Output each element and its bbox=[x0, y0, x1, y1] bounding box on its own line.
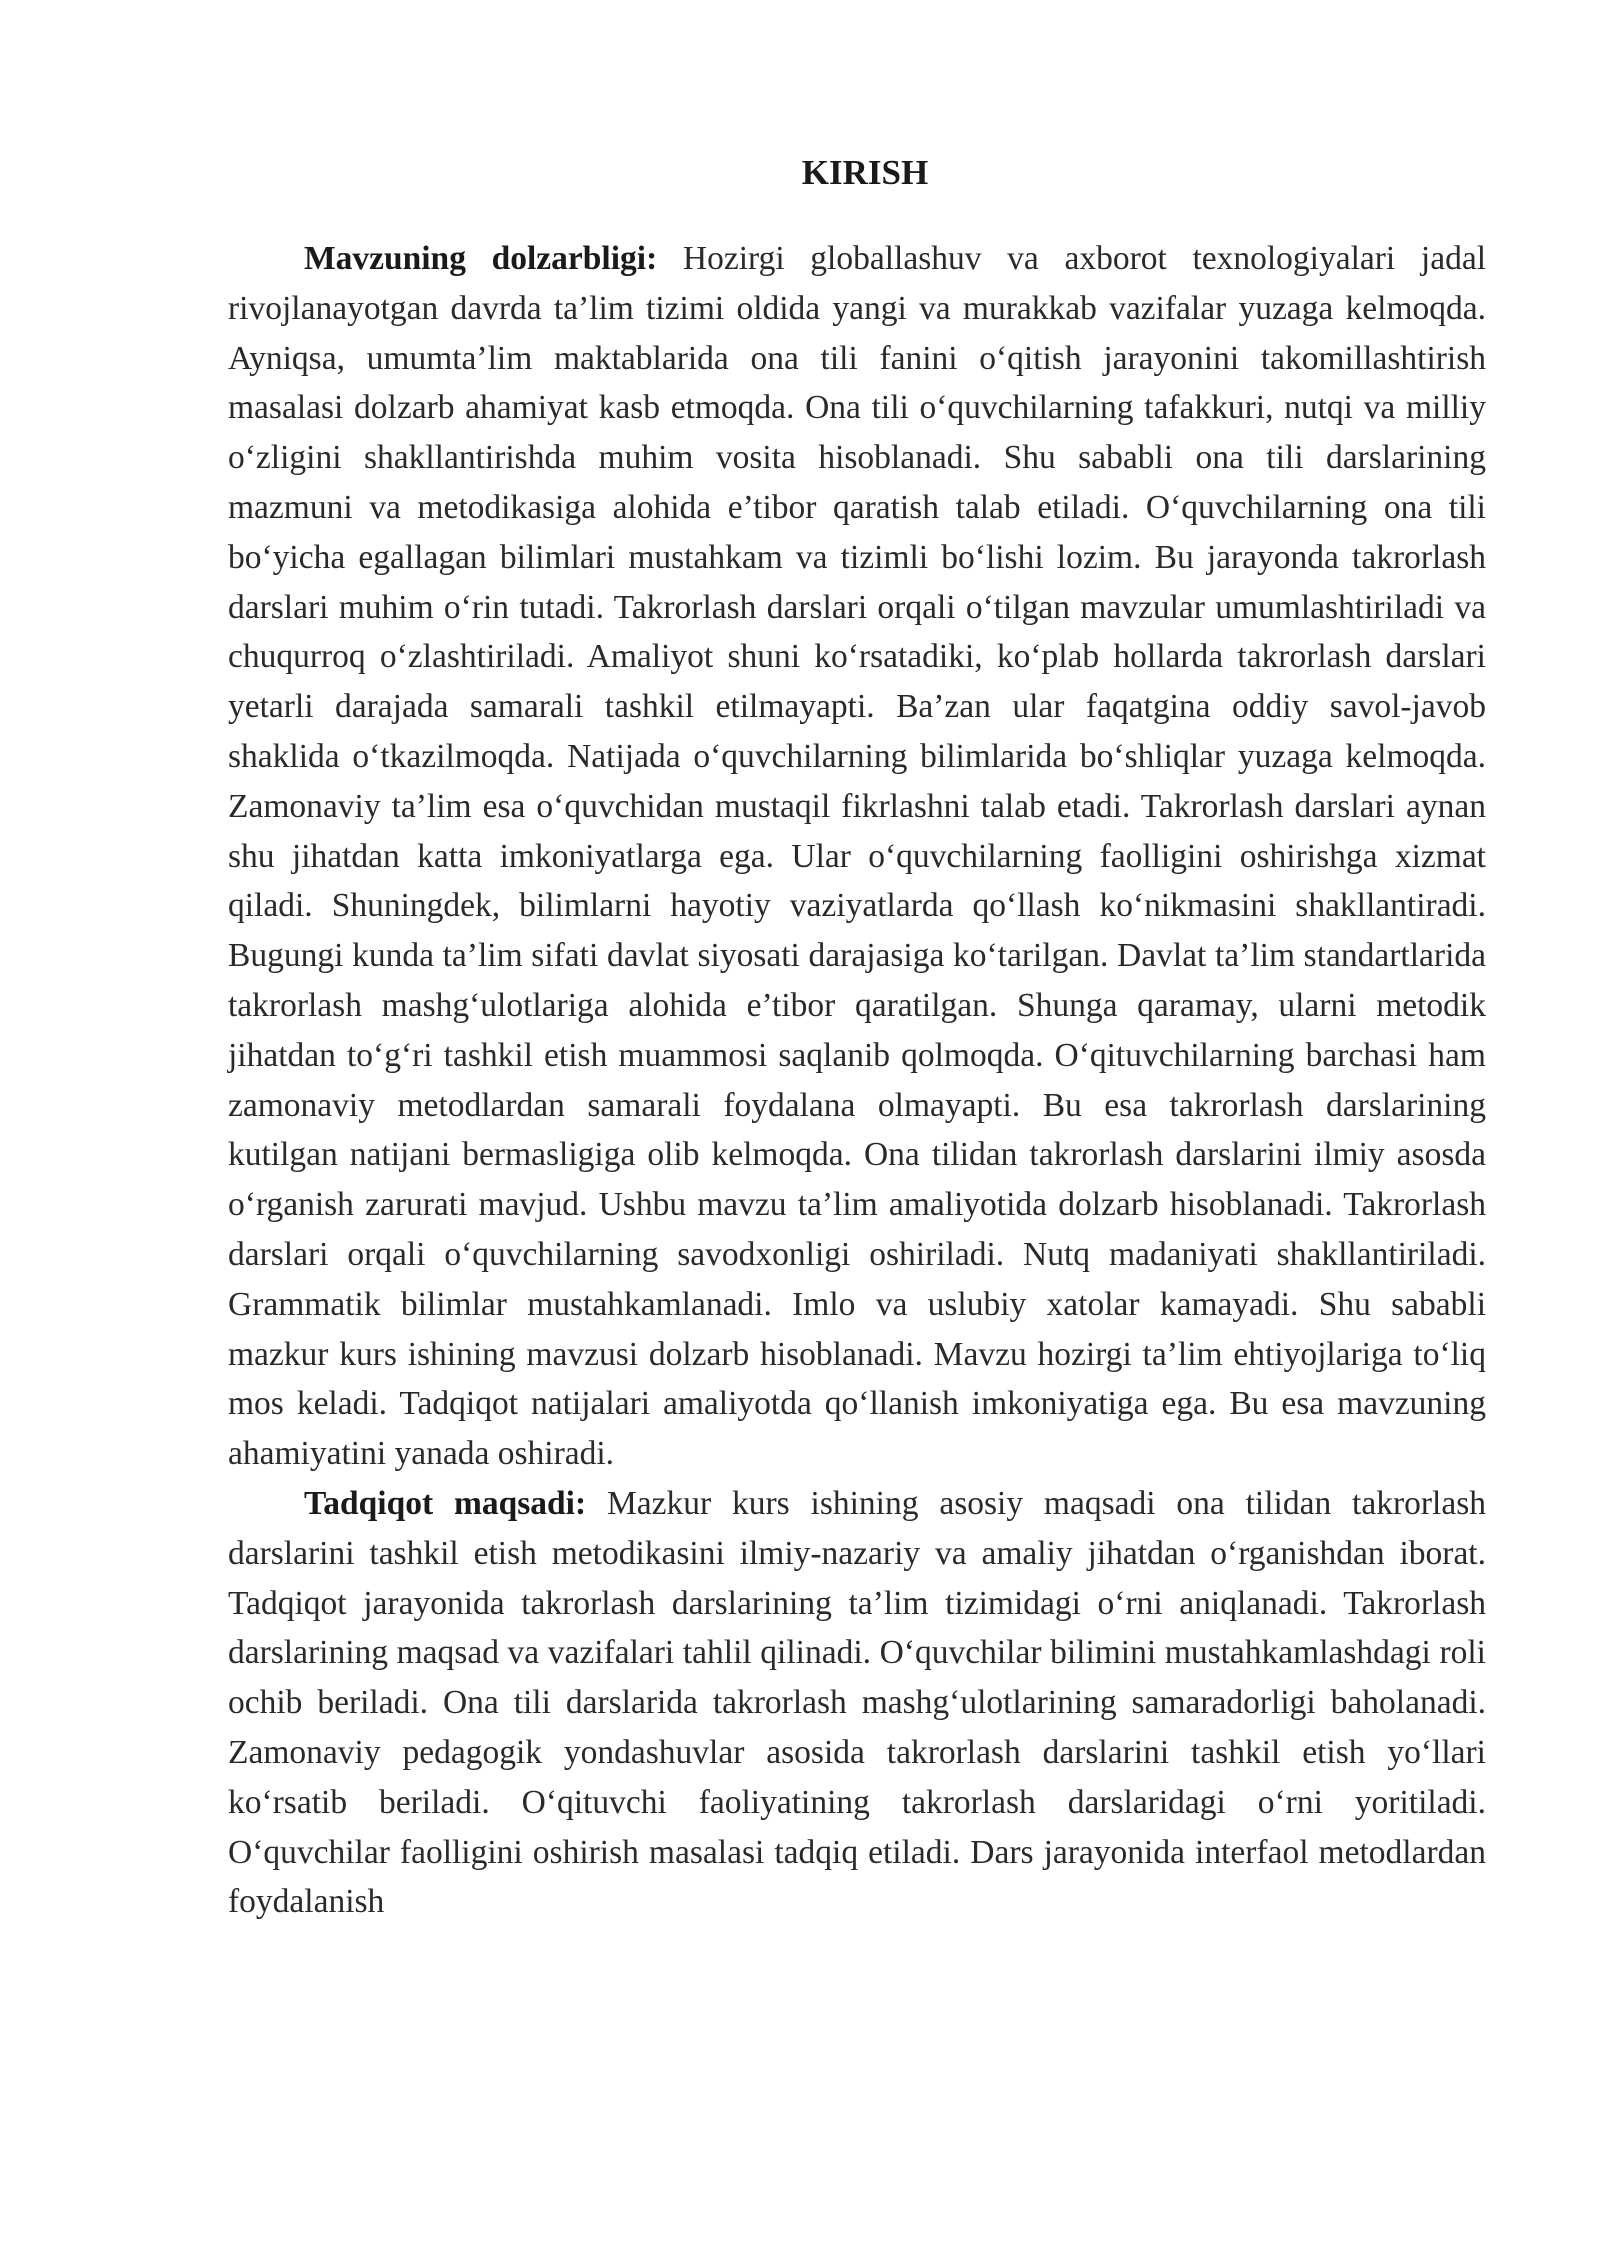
document-title: KIRISH bbox=[801, 153, 929, 192]
paragraph-label-goal: Tadqiqot maqsadi: bbox=[304, 1484, 587, 1522]
paragraph-relevance bbox=[228, 234, 1486, 1479]
paragraph-label-relevance: Mavzuning dolzarbligi: bbox=[304, 240, 658, 277]
paragraph-goal bbox=[228, 1479, 1486, 1927]
paragraph-text-goal: Mazkur kurs ishining asosiy maqsadi ona tilidan takrorlash darslarini tashkil etish metodikasini ilmiy-nazariy va amaliy jihatdan o‘rganishdan iborat. Tadqiqot jarayonida takrorlash darslarining ta’lim tizimidagi o‘rni aniqlanadi. Takrorlash darslarining maqsad va vazifalari tahlil qilinadi. O‘quvchilar bilimini mustahkamlashdagi roli ochib beriladi. Ona tili darslarida takrorlash mashg‘ulotlarining samaradorligi baholanadi. Zamonaviy pedagogik yondashuvlar asosida takrorlash darslarini tashkil etish yo‘llari ko‘rsatib beriladi. O‘qituvchi faoliyatining takrorlash darslaridagi o‘rni yoritiladi. O‘quvchilar faolligini oshirish masalasi tadqiq etiladi. Dars jarayonida interfaol metodlardan foydalanish bbox=[228, 1484, 1487, 1921]
document-body bbox=[228, 148, 1486, 1927]
paragraph-text-relevance: Hozirgi globallashuv va axborot texnologiyalari jadal rivojlanayotgan davrda ta’lim tizimi oldida yangi va murakkab vazifalar yuzaga kelmoqda. Ayniqsa, umumta’lim maktablarida ona tili fanini o‘qitish jarayonini takomillashtirish masalasi dolzarb ahamiyat kasb etmoqda. Ona tili o‘quvchilarning tafakkuri, nutqi va milliy o‘zligini shakllantirishda muhim vosita hisoblanadi. Shu sababli ona tili darslarining mazmuni va metodikasiga alohida e’tibor qaratish talab etiladi. O‘quvchilarning ona tili bo‘yicha egallagan bilimlari mustahkam va tizimli bo‘lishi lozim. Bu jarayonda takrorlash darslari muhim o‘rin tutadi. Takrorlash darslari orqali o‘tilgan mavzular umumlashtiriladi va chuqurroq o‘zlashtiriladi. Amaliyot shuni ko‘rsatadiki, ko‘plab hollarda takrorlash darslari yetarli darajada samarali tashkil etilmayapti. Ba’zan ular faqatgina oddiy savol-javob shaklida o‘tkazilmoqda. Natijada o‘quvchilarning bilimlarida bo‘shliqlar yuzaga kelmoqda. Zamonaviy ta’lim esa o‘quvchidan mustaqil fikrlashni talab etadi. Takrorlash darslari aynan shu jihatdan katta imkoniyatlarga ega. Ular o‘quvchilarning faolligini oshirishga xizmat qiladi. Shuningdek, bilimlarni hayotiy vaziyatlarda qo‘llash ko‘nikmasini shakllantiradi. Bugungi kunda ta’lim sifati davlat siyosati darajasiga ko‘tarilgan. Davlat ta’lim standartlarida takrorlash mashg‘ulotlariga alohida e’tibor qaratilgan. Shunga qaramay, ularni metodik jihatdan to‘g‘ri tashkil etish muammosi saqlanib qolmoqda. O‘qituvchilarning barchasi ham zamonaviy metodlardan samarali foydalana olmayapti. Bu esa takrorlash darslarining kutilgan natijani bermasligiga olib kelmoqda. Ona tilidan takrorlash darslarini ilmiy asosda o‘rganish zarurati mavjud. Ushbu mavzu ta’lim amaliyotida dolzarb hisoblanadi. Takrorlash darslari orqali o‘quvchilarning savodxonligi oshiriladi. Nutq madaniyati shakllantiriladi. Grammatik bilimlar mustahkamlanadi. Imlo va uslubiy xatolar kamayadi. Shu sababli mazkur kurs ishining mavzusi dolzarb hisoblanadi. Mavzu hozirgi ta’lim ehtiyojlariga to‘liq mos keladi. Tadqiqot natijalari amaliyotda qo‘llanish imkoniyatiga ega. Bu esa mavzuning ahamiyatini yanada oshiradi. bbox=[228, 240, 1487, 1473]
